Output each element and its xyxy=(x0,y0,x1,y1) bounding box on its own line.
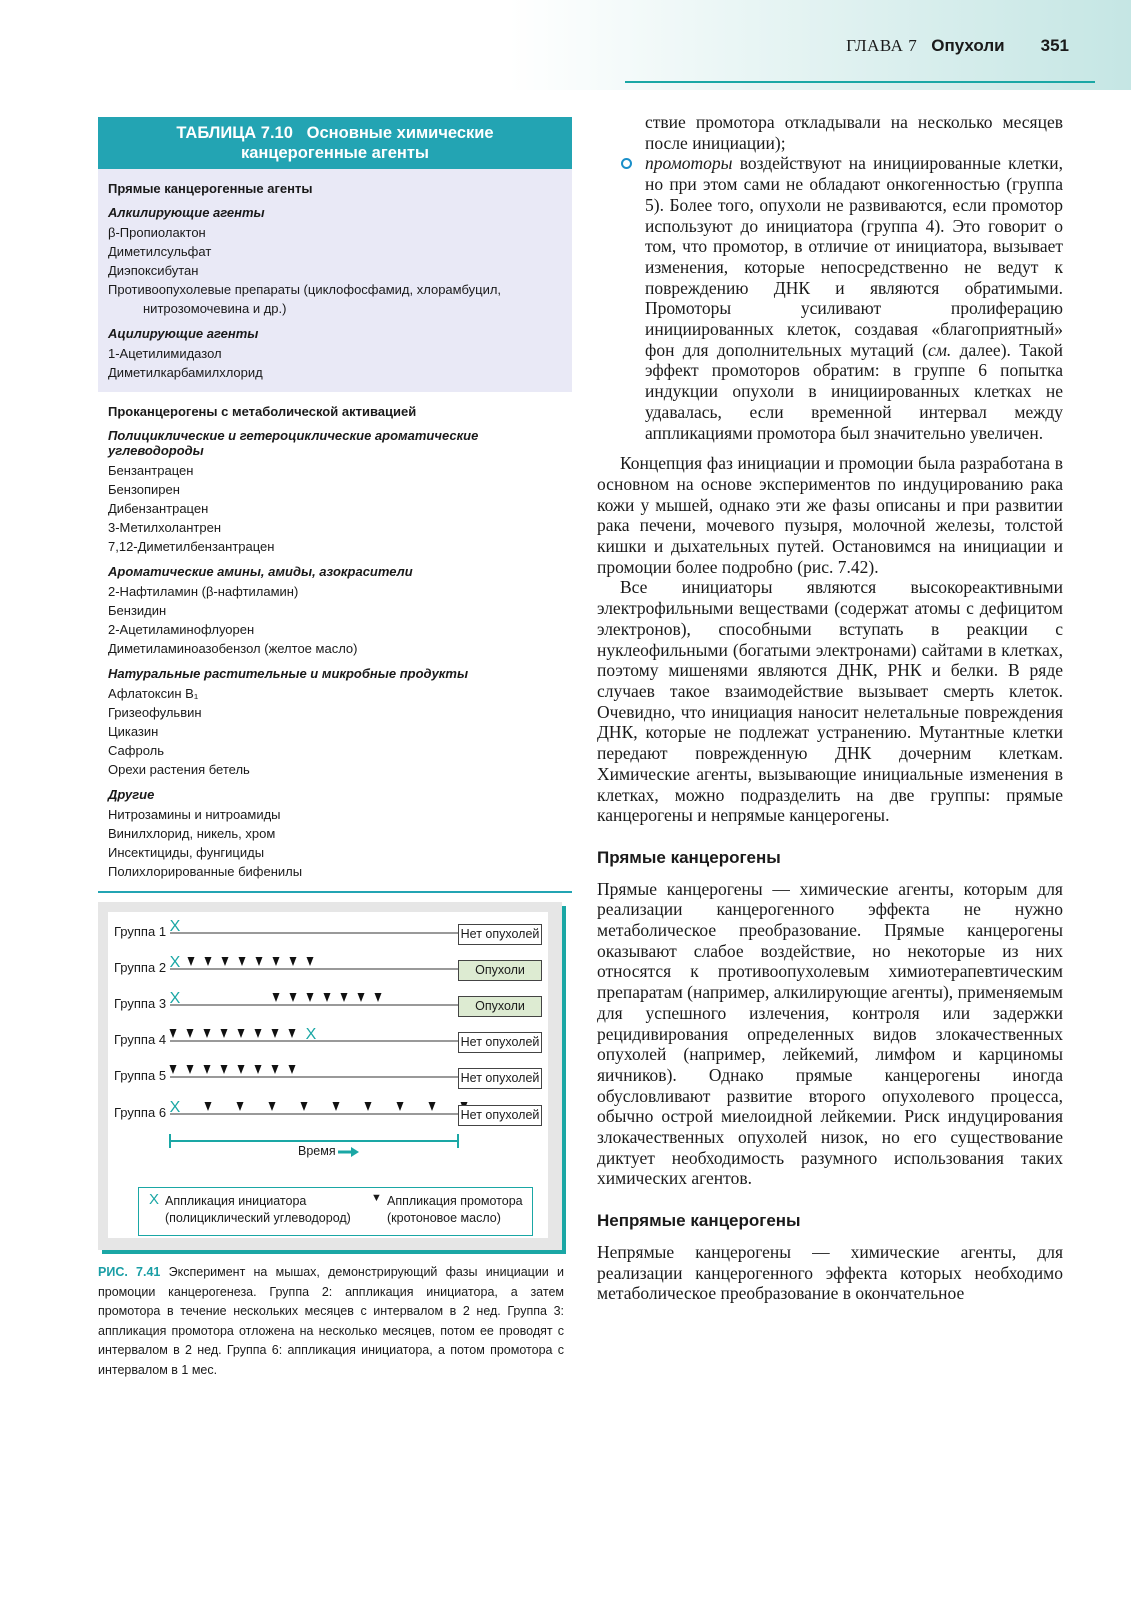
table-item: Инсектициды, фунгициды xyxy=(108,845,265,860)
promoter-mark xyxy=(188,957,195,966)
table-item: Орехи растения бетель xyxy=(108,762,250,777)
group-label: Группа 5 xyxy=(114,1068,167,1083)
group-title: Ароматические амины, амиды, азокрасители xyxy=(108,564,413,579)
bullet-text: воздействуют на инициированные клетки, но при этом сами не обладают онкогенностью (группа 5). Более того, опухоли не развиваются, если промотор используют до инициатора (группа 4). Это говорит о том, что промотор, в отличие от инициатора, вызывает изменения, которые непосредственно не ведут к повреждению ДНК и являются обратимыми. Промоторы усиливают пролиферацию инициированных клеток, создавая «благоприятный» фон для дополнительных мутаций ( xyxy=(645,153,1063,360)
table-item: β-Пропиолактон xyxy=(108,225,206,240)
table-item: нитрозомочевина и др.) xyxy=(143,301,287,316)
promoter-symbol: ▼ xyxy=(371,1192,382,1204)
section-title: Прямые канцерогенные агенты xyxy=(108,181,313,196)
legend-promoter-label: Аппликация промотора xyxy=(387,1194,523,1208)
heading-direct: Прямые канцерогены xyxy=(597,847,781,867)
table-item: Диметилкарбамилхлорид xyxy=(108,365,263,380)
figure-caption xyxy=(98,1263,564,1380)
promoter-mark xyxy=(289,1065,296,1074)
table-item: Гризеофульвин xyxy=(108,705,202,720)
promoter-mark xyxy=(256,957,263,966)
promoter-mark xyxy=(272,1065,279,1074)
table-title-line1: ТАБЛИЦА 7.10 Основные химические xyxy=(176,124,494,142)
result-box: Нет опухолей xyxy=(458,924,542,945)
time-label: Время xyxy=(298,1144,336,1158)
chapter-title: Опухоли xyxy=(931,36,1005,55)
promoter-mark xyxy=(204,1065,211,1074)
promoter-mark xyxy=(170,1065,177,1074)
paragraph: ствие промотора откладывали на несколько месяцев после инициации); xyxy=(645,112,1063,153)
promoter-mark xyxy=(307,993,314,1002)
table-item: 3-Метилхолантрен xyxy=(108,520,222,535)
group-label: Группа 2 xyxy=(114,960,167,975)
figure-panel xyxy=(108,912,548,1238)
promoter-mark xyxy=(238,1029,245,1038)
table-item: 1-Ацетилимидазол xyxy=(108,346,222,361)
table-item: Афлатоксин B₁ xyxy=(108,686,199,701)
header-rule xyxy=(625,81,1095,83)
table-item: Бензопирен xyxy=(108,482,180,497)
bullet-icon xyxy=(621,158,632,169)
promoter-mark xyxy=(238,1065,245,1074)
table-item: Дибензантрацен xyxy=(108,501,209,516)
table-item: 7,12-Диметилбензантрацен xyxy=(108,539,275,554)
table-item: 2-Нафтиламин (β-нафтиламин) xyxy=(108,584,299,599)
promoter-mark xyxy=(290,957,297,966)
legend-promoter-sub: (кротоновое масло) xyxy=(387,1211,501,1225)
promoter-mark xyxy=(341,993,348,1002)
promoter-mark xyxy=(324,993,331,1002)
promoter-mark xyxy=(187,1029,194,1038)
legend-initiator xyxy=(165,1193,351,1227)
result-box: Опухоли xyxy=(458,996,542,1017)
paragraph: Концепция фаз инициации и промоции была разработана в основном на основе экспериментов по индуцированию рака кожи у мышей, однако эти же фазы описаны и при развитии рака печени, мочевого пузыря, молочной железы, толстой кишки и дыхательных путей. Остановимся на инициации и промоции более подробно (рис. 7.42). xyxy=(597,453,1063,577)
promoter-mark xyxy=(397,1102,404,1111)
promoter-mark xyxy=(255,1029,262,1038)
table-item: Бензидин xyxy=(108,603,167,618)
paragraph: Прямые канцерогены — химические агенты, которым для реализации канцерогенного эффекта не нужно метаболическое преобразование. Прямые канцерогены оказывают слабое воздействие, но некоторые из них относятся к противоопухолевым химиотерапевтическим препаратам (например, алкилирующие агенты), применяемым для успешного излечения, контроля или задержки рецидивирования определенных видов злокачественных опухолей (например, лейкемий, лимфом и карциномы яичников). Однако прямые канцерогены иногда обусловливают развитие второго опухолевого процесса, обычно острой миелоидной лейкемии. Риск индуцирования злокачественных опухолей низок, но его существование диктует необходимость разумного использования таких химических агентов. xyxy=(597,878,1063,1189)
section-title: Проканцерогены с метаболической активацией xyxy=(108,404,417,419)
table-item: Диметилсульфат xyxy=(108,244,212,259)
promoter-mark xyxy=(269,1102,276,1111)
promoter-mark xyxy=(237,1102,244,1111)
group-title: Ацилирующие агенты xyxy=(108,326,259,341)
group-title: Полициклические и гетероциклические ароматические углеводороды xyxy=(108,428,479,458)
initiator-mark: X xyxy=(169,990,181,1007)
promoter-mark xyxy=(273,957,280,966)
group-title: Другие xyxy=(108,787,155,802)
result-box: Нет опухолей xyxy=(458,1032,542,1053)
group-title: Натуральные растительные и микробные продукты xyxy=(108,666,469,681)
figure-7-41 xyxy=(98,902,562,1250)
running-header xyxy=(846,36,1069,56)
promoter-mark xyxy=(221,1029,228,1038)
promoter-mark xyxy=(239,957,246,966)
table-item: Полихлорированные бифенилы xyxy=(108,864,303,879)
caption-label: РИС. 7.41 xyxy=(98,1265,161,1279)
paragraph: Непрямые канцерогены — химические агенты, для реализации канцерогенного эффекта которых необходимо метаболическое преобразование в окончательное xyxy=(597,1241,1063,1304)
legend-initiator-label: Аппликация инициатора xyxy=(165,1194,307,1208)
result-box: Опухоли xyxy=(458,960,542,981)
promoter-mark xyxy=(205,957,212,966)
promoter-mark xyxy=(365,1102,372,1111)
table-item: Диметиламиноазобензол (желтое масло) xyxy=(108,641,358,656)
see-ref: см. xyxy=(927,339,952,360)
time-arrow xyxy=(338,1147,359,1157)
table-title-line2: канцерогенные агенты xyxy=(240,144,430,162)
table-section-direct xyxy=(98,169,572,392)
promoter-mark xyxy=(222,957,229,966)
promoter-mark xyxy=(187,1065,194,1074)
table-section-indirect xyxy=(98,392,572,889)
group-label: Группа 4 xyxy=(114,1032,167,1047)
page-number: 351 xyxy=(1040,36,1069,55)
promoter-mark xyxy=(204,1029,211,1038)
body-text xyxy=(597,112,1063,1304)
promoter-mark xyxy=(333,1102,340,1111)
caption-text: Эксперимент на мышах, демонстрирующий фазы инициации и промоции канцерогенеза. Группа 2: аппликация инициатора, а затем промотора в течение нескольких месяцев с интервалом в 2 нед. Группа 3: аппликация промотора отложена на несколько месяцев, потом ее проводят с интервалом в 2 нед. Группа 6: аппликация инициатора, а потом промотора с интервалом в 1 мес. xyxy=(98,1265,564,1377)
promoter-mark xyxy=(255,1065,262,1074)
table-item: Нитрозамины и нитроамиды xyxy=(108,807,281,822)
table-item: Сафроль xyxy=(108,743,164,758)
table-title xyxy=(98,117,572,169)
group-label: Группа 3 xyxy=(114,996,167,1011)
promoter-mark xyxy=(375,993,382,1002)
initiator-mark: X xyxy=(169,918,181,935)
promoter-mark xyxy=(170,1029,177,1038)
promoter-mark xyxy=(307,957,314,966)
group-title: Алкилирующие агенты xyxy=(108,205,265,220)
table-item: Диэпоксибутан xyxy=(108,263,199,278)
promoter-mark xyxy=(272,1029,279,1038)
bullet-term: промоторы xyxy=(645,153,733,174)
legend-initiator-sub: (полициклический углеводород) xyxy=(165,1211,351,1225)
promoter-mark xyxy=(289,1029,296,1038)
paragraph: Все инициаторы являются высокореактивными электрофильными веществами (содержат атомы с дефицитом электронов), способными вступать в реакции с нуклеофильными (богатыми электронами) сайтами в клетках, поэтому мишенями являются ДНК, РНК и белки. В ряде случаев такое взаимодействие вызывает смерть клеток. Очевидно, что инициация наносит нелетальные повреждения ДНК, которые не подлежат устранению. Мутантные клетки передают поврежденную ДНК дочерним клеткам. Химические агенты, вызывающие инициальные изменения в клетках, можно подразделить на две группы: прямые канцерогены и непрямые канцерогены. xyxy=(597,577,1063,826)
result-box: Нет опухолей xyxy=(458,1068,542,1089)
initiator-mark: X xyxy=(169,1099,181,1116)
promoter-mark xyxy=(273,993,280,1002)
promoter-mark xyxy=(429,1102,436,1111)
promoter-mark xyxy=(221,1065,228,1074)
table-item: 2-Ацетиламинофлуорен xyxy=(108,622,255,637)
bullet-item xyxy=(597,153,1063,443)
promoter-mark xyxy=(290,993,297,1002)
initiator-symbol: X xyxy=(149,1191,160,1208)
promoter-mark xyxy=(301,1102,308,1111)
figure-legend xyxy=(138,1187,533,1236)
promoter-mark xyxy=(205,1102,212,1111)
result-box: Нет опухолей xyxy=(458,1105,542,1126)
table-bottom-rule xyxy=(98,891,572,893)
table-item: Противоопухолевые препараты (циклофосфамид, хлорамбуцил, xyxy=(108,282,502,297)
legend-promoter xyxy=(387,1193,523,1227)
initiator-mark: X xyxy=(169,954,181,971)
bullet-text: далее). Такой эффект промоторов обратим: в группе 6 попытка индукции опухоли в инициированных клетках не удавалась, если временной интервал между аппликациями промотора был значительно увеличен. xyxy=(645,339,1063,443)
table-item: Винилхлорид, никель, хром xyxy=(108,826,276,841)
initiator-mark: X xyxy=(305,1026,317,1043)
heading-indirect: Непрямые канцерогены xyxy=(597,1211,801,1231)
promoter-mark xyxy=(358,993,365,1002)
table-7-10 xyxy=(98,117,572,893)
table-item: Бензантрацен xyxy=(108,463,194,478)
group-label: Группа 6 xyxy=(114,1105,167,1120)
group-label: Группа 1 xyxy=(114,924,167,939)
table-item: Циказин xyxy=(108,724,159,739)
chapter-label: ГЛАВА 7 xyxy=(846,36,918,55)
